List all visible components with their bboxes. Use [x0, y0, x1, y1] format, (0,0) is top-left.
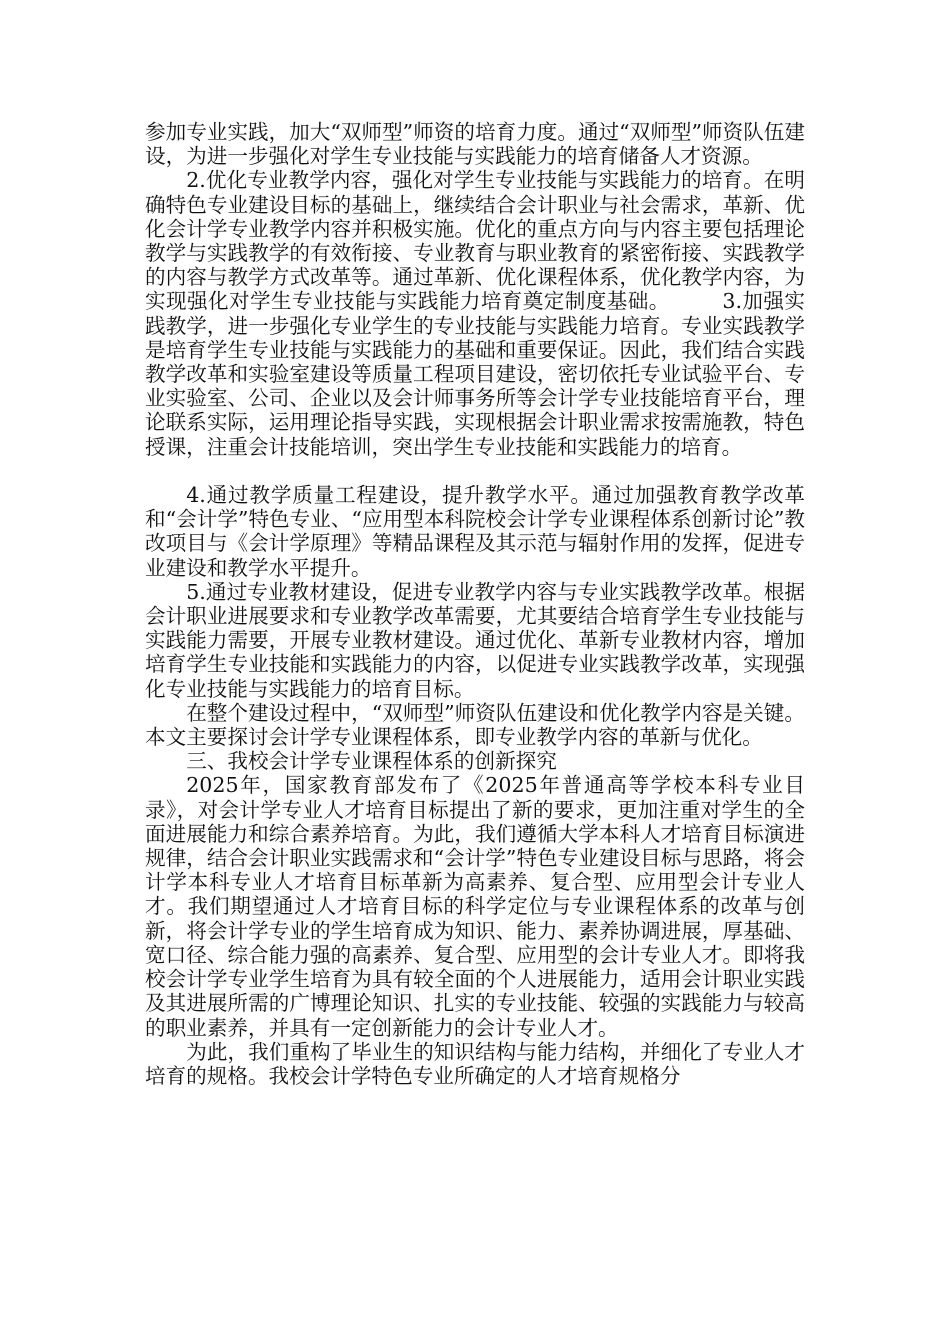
- paragraph-restructure: 为此，我们重构了毕业生的知识结构与能力结构，并细化了专业人才培育的规格。我校会计学特色专业所确定的人才培育规格分: [145, 1039, 805, 1088]
- paragraph-item-5: 5.通过专业教材建设，促进专业教学内容与专业实践教学改革。根据会计职业进展要求和专业教学改革需要，尤其要结合培育学生专业技能与实践能力需要，开展专业教材建设。通过优化、革新专业教材内容，增加培育学生专业技能和实践能力的内容，以促进专业实践教学改革，实现强化专业技能与实践能力的培育目标。: [145, 579, 805, 701]
- paragraph-item-2-3: 2.优化专业教学内容，强化对学生专业技能与实践能力的培育。在明确特色专业建设目标的基础上，继续结合会计职业与社会需求，革新、优化会计学专业教学内容并积极实施。优化的重点方向与内容主要包括理论教学与实践教学的有效衔接、专业教育与职业教育的紧密衔接、实践教学的内容与教学方式改革等。通过革新、优化课程体系，优化教学内容，为实现强化对学生专业技能与实践能力培育奠定制度基础。 3.加强实践教学，进一步强化专业学生的专业技能与实践能力培育。专业实践教学是培育学生专业技能与实践能力的基础和重要保证。因此，我们结合实践教学改革和实验室建设等质量工程项目建设，密切依托专业试验平台、专业实验室、公司、企业以及会计师事务所等会计学专业技能培育平台，理论联系实际，运用理论指导实践，实现根据会计职业需求按需施教，特色授课，注重会计技能培训，突出学生专业技能和实践能力的培育。: [145, 168, 805, 459]
- paragraph-item-4: 4.通过教学质量工程建设，提升教学水平。通过加强教育教学改革和“会计学”特色专业、“应用型本科院校会计学专业课程体系创新讨论”教改项目与《会计学原理》等精品课程及其示范与辐射作用的发挥，促进专业建设和教学水平提升。: [145, 483, 805, 580]
- paragraph-summary: 在整个建设过程中，“双师型”师资队伍建设和优化教学内容是关键。本文主要探讨会计学专业课程体系，即专业教学内容的革新与优化。: [145, 700, 805, 750]
- paragraph-continuation: 参加专业实践，加大“双师型”师资的培育力度。通过“双师型”师资队伍建设，为进一步强化对学生专业技能与实践能力的培育储备人才资源。: [145, 120, 805, 169]
- body-text: [145, 120, 805, 1088]
- section-heading: 三、我校会计学专业课程体系的创新探究: [186, 749, 557, 774]
- paragraph-2025-catalog: 2025年，国家教育部发布了《2025年普通高等学校本科专业目录》，对会计学专业人才培育目标提出了新的要求，更加注重对学生的全面进展能力和综合素养培育。为此，我们遵循大学本科人才培育目标演进规律，结合会计职业实践需求和“会计学”特色专业建设目标与思路，将会计学本科专业人才培育目标革新为高素养、复合型、应用型会计专业人才。我们期望通过人才培育目标的科学定位与专业课程体系的改革与创新，将会计学专业的学生培育成为知识、能力、素养协调进展，厚基础、宽口径、综合能力强的高素养、复合型、应用型的会计专业人才。即将我校会计学专业学生培育为具有较全面的个人进展能力，适用会计职业实践及其进展所需的广博理论知识、扎实的专业技能、较强的实践能力与较高的职业素养，并具有一定创新能力的会计专业人才。: [145, 773, 805, 1040]
- paragraph-spacer: [145, 459, 805, 483]
